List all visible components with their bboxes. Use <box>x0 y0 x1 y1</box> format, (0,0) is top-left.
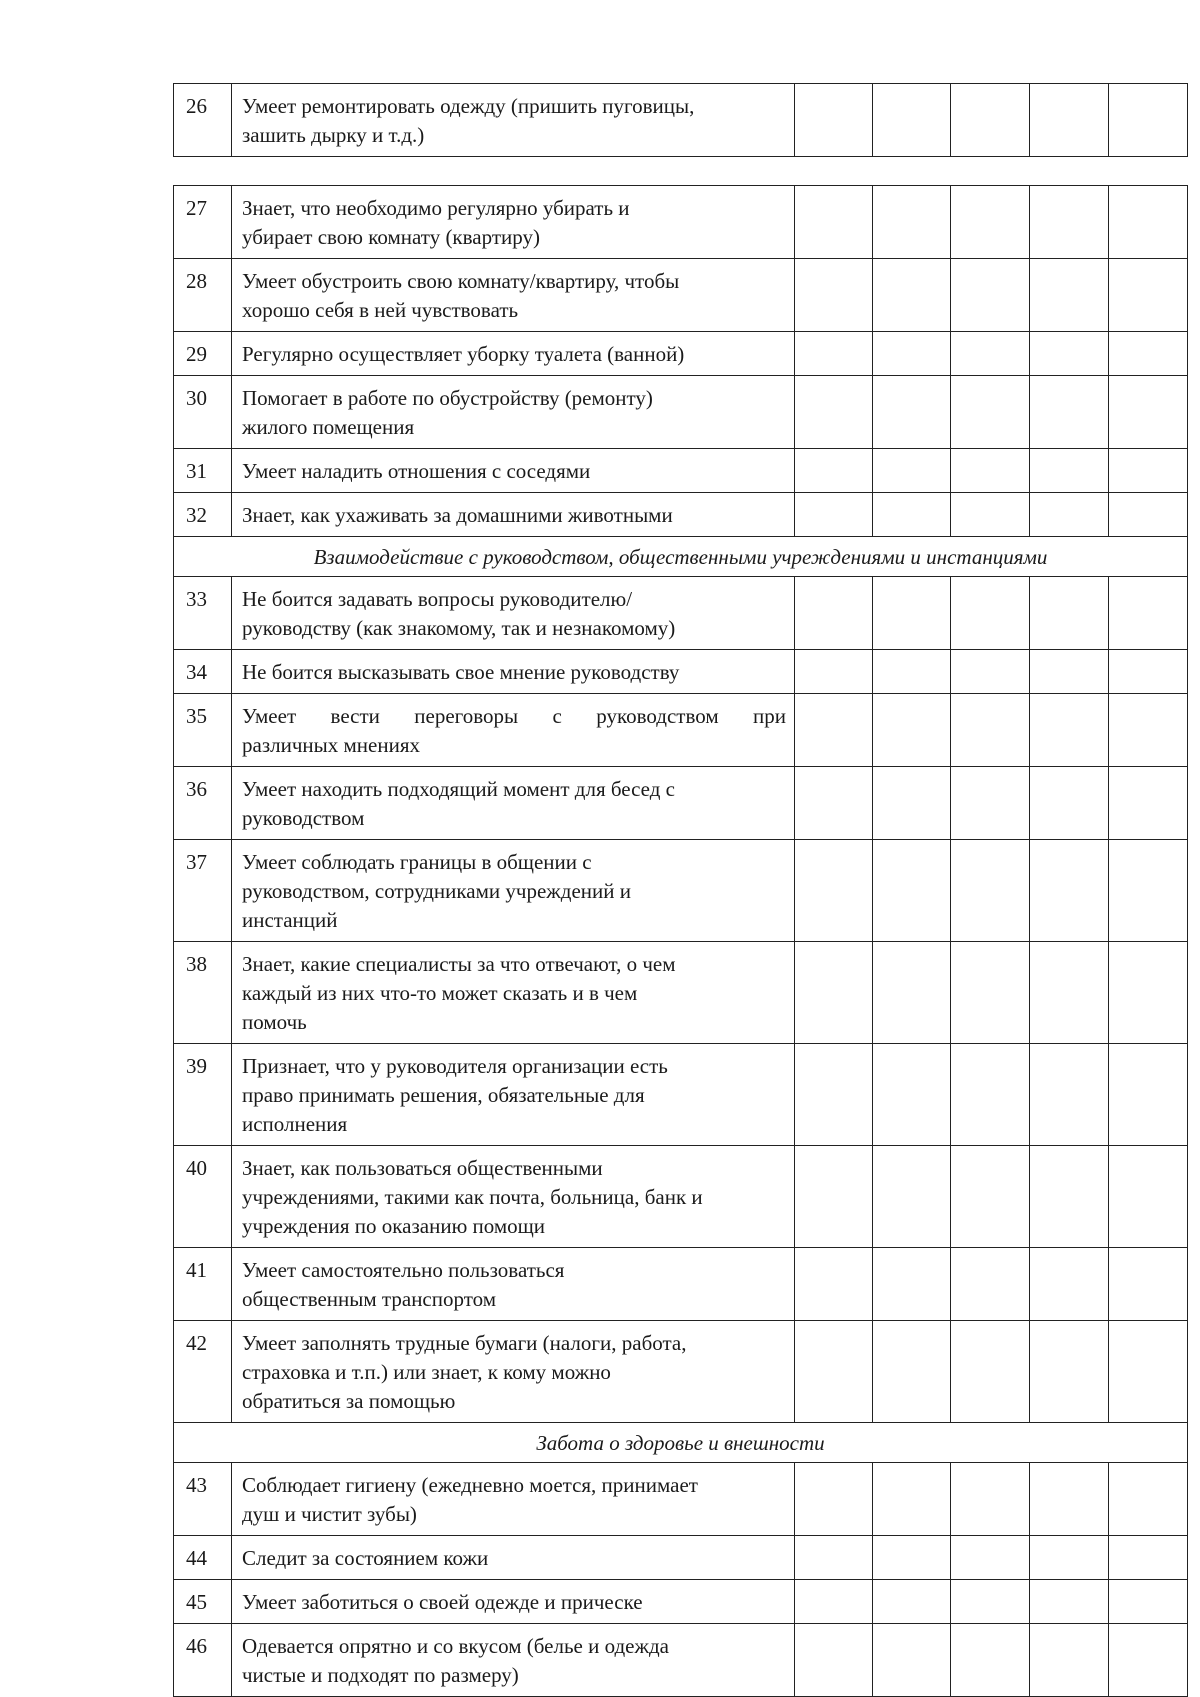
item-description-line: различных мнениях <box>242 733 420 757</box>
rating-cell-3[interactable] <box>951 1321 1030 1423</box>
rating-cell-3[interactable] <box>951 1248 1030 1321</box>
table-row <box>174 1463 1188 1536</box>
table-row <box>174 1248 1188 1321</box>
rating-cell-1[interactable] <box>795 1624 873 1697</box>
rating-cell-3[interactable] <box>951 650 1030 694</box>
item-description-line: душ и чистит зубы) <box>242 1502 417 1526</box>
rating-cell-2[interactable] <box>873 84 951 157</box>
rating-cell-2[interactable] <box>873 1248 951 1321</box>
rating-cell-5[interactable] <box>1109 1624 1188 1697</box>
table-main-body <box>174 186 1188 1697</box>
item-description <box>232 694 795 767</box>
item-description-line: Не боится высказывать свое мнение руководству <box>242 660 680 684</box>
rating-cell-3[interactable] <box>951 332 1030 376</box>
item-description-line: убирает свою комнату (квартиру) <box>242 225 540 249</box>
item-number: 30 <box>174 376 232 449</box>
rating-cell-2[interactable] <box>873 942 951 1044</box>
rating-cell-4[interactable] <box>1030 186 1109 259</box>
rating-cell-1[interactable] <box>795 1321 873 1423</box>
rating-cell-3[interactable] <box>951 1624 1030 1697</box>
item-description <box>232 1536 795 1580</box>
rating-cell-5[interactable] <box>1109 376 1188 449</box>
item-description-line: Умеет обустроить свою комнату/квартиру, чтобы <box>242 269 680 293</box>
rating-cell-1[interactable] <box>795 1248 873 1321</box>
rating-cell-4[interactable] <box>1030 376 1109 449</box>
rating-cell-2[interactable] <box>873 577 951 650</box>
item-description-line: страховка и т.п.) или знает, к кому можно <box>242 1360 611 1384</box>
rating-cell-1[interactable] <box>795 449 873 493</box>
rating-cell-1[interactable] <box>795 1146 873 1248</box>
item-number: 26 <box>174 84 232 157</box>
rating-cell-2[interactable] <box>873 650 951 694</box>
rating-cell-3[interactable] <box>951 840 1030 942</box>
item-description-line: Умеет заботиться о своей одежде и прическе <box>242 1590 643 1614</box>
rating-cell-2[interactable] <box>873 1146 951 1248</box>
rating-cell-3[interactable] <box>951 1536 1030 1580</box>
item-description-line: инстанций <box>242 908 338 932</box>
rating-cell-1[interactable] <box>795 1580 873 1624</box>
item-description <box>232 1146 795 1248</box>
questionnaire-table <box>173 185 1188 1697</box>
rating-cell-5[interactable] <box>1109 1463 1188 1536</box>
rating-cell-4[interactable] <box>1030 1536 1109 1580</box>
rating-cell-5[interactable] <box>1109 840 1188 942</box>
table-row <box>174 186 1188 259</box>
item-description-line: учреждениями, такими как почта, больница, банк и <box>242 1185 703 1209</box>
rating-cell-2[interactable] <box>873 1044 951 1146</box>
rating-cell-2[interactable] <box>873 1624 951 1697</box>
item-number: 37 <box>174 840 232 942</box>
item-description-line: руководством <box>242 806 365 830</box>
rating-cell-4[interactable] <box>1030 1321 1109 1423</box>
item-description-line: исполнения <box>242 1112 348 1136</box>
rating-cell-2[interactable] <box>873 332 951 376</box>
item-description <box>232 1044 795 1146</box>
rating-cell-4[interactable] <box>1030 840 1109 942</box>
rating-cell-4[interactable] <box>1030 84 1109 157</box>
table-row <box>174 1321 1188 1423</box>
rating-cell-4[interactable] <box>1030 1624 1109 1697</box>
item-description-line: общественным транспортом <box>242 1287 496 1311</box>
table-row <box>174 84 1188 157</box>
table-row <box>174 1044 1188 1146</box>
rating-cell-4[interactable] <box>1030 577 1109 650</box>
item-description-line: Умеет находить подходящий момент для бесед с <box>242 777 675 801</box>
rating-cell-5[interactable] <box>1109 493 1188 537</box>
rating-cell-2[interactable] <box>873 449 951 493</box>
rating-cell-3[interactable] <box>951 84 1030 157</box>
item-number: 46 <box>174 1624 232 1697</box>
item-description-line: Знает, как пользоваться общественными <box>242 1156 603 1180</box>
item-description <box>232 767 795 840</box>
table-row <box>174 376 1188 449</box>
rating-cell-3[interactable] <box>951 186 1030 259</box>
item-description-line: руководством, сотрудниками учреждений и <box>242 879 631 903</box>
item-description-line: зашить дырку и т.д.) <box>242 123 425 147</box>
rating-cell-3[interactable] <box>951 694 1030 767</box>
item-description-line: учреждения по оказанию помощи <box>242 1214 546 1238</box>
table-top-body <box>174 84 1188 157</box>
rating-cell-5[interactable] <box>1109 577 1188 650</box>
rating-cell-5[interactable] <box>1109 1044 1188 1146</box>
table-row <box>174 1536 1188 1580</box>
rating-cell-5[interactable] <box>1109 694 1188 767</box>
item-description-line: Умеет самостоятельно пользоваться <box>242 1258 565 1282</box>
item-description <box>232 493 795 537</box>
table-row <box>174 1146 1188 1248</box>
rating-cell-3[interactable] <box>951 1044 1030 1146</box>
rating-cell-1[interactable] <box>795 577 873 650</box>
rating-cell-4[interactable] <box>1030 942 1109 1044</box>
rating-cell-3[interactable] <box>951 449 1030 493</box>
item-description-line: жилого помещения <box>242 415 415 439</box>
rating-cell-4[interactable] <box>1030 1146 1109 1248</box>
table-row <box>174 767 1188 840</box>
item-description-line: обратиться за помощью <box>242 1389 456 1413</box>
item-description <box>232 449 795 493</box>
item-description <box>232 1580 795 1624</box>
item-number: 38 <box>174 942 232 1044</box>
item-description-line: руководству (как знакомому, так и незнакомому) <box>242 616 676 640</box>
rating-cell-5[interactable] <box>1109 186 1188 259</box>
rating-cell-5[interactable] <box>1109 332 1188 376</box>
table-row <box>174 493 1188 537</box>
rating-cell-2[interactable] <box>873 259 951 332</box>
item-description-line: Знает, какие специалисты за что отвечают, о чем <box>242 952 676 976</box>
item-description <box>232 332 795 376</box>
rating-cell-2[interactable] <box>873 186 951 259</box>
rating-cell-4[interactable] <box>1030 332 1109 376</box>
item-description <box>232 1248 795 1321</box>
item-description-line: Знает, как ухаживать за домашними животными <box>242 503 673 527</box>
item-number: 40 <box>174 1146 232 1248</box>
rating-cell-1[interactable] <box>795 942 873 1044</box>
item-number: 41 <box>174 1248 232 1321</box>
table-row <box>174 694 1188 767</box>
item-description <box>232 840 795 942</box>
item-description <box>232 186 795 259</box>
item-number: 28 <box>174 259 232 332</box>
table-row <box>174 332 1188 376</box>
item-description-line: Одевается опрятно и со вкусом (белье и одежда <box>242 1634 669 1658</box>
rating-cell-2[interactable] <box>873 840 951 942</box>
rating-cell-5[interactable] <box>1109 84 1188 157</box>
rating-cell-1[interactable] <box>795 376 873 449</box>
item-number: 39 <box>174 1044 232 1146</box>
rating-cell-3[interactable] <box>951 376 1030 449</box>
item-number: 33 <box>174 577 232 650</box>
rating-cell-5[interactable] <box>1109 1146 1188 1248</box>
table-row <box>174 650 1188 694</box>
rating-cell-1[interactable] <box>795 332 873 376</box>
item-description-line: Следит за состоянием кожи <box>242 1546 489 1570</box>
item-number: 27 <box>174 186 232 259</box>
rating-cell-3[interactable] <box>951 1146 1030 1248</box>
table-row <box>174 1624 1188 1697</box>
rating-cell-3[interactable] <box>951 493 1030 537</box>
rating-cell-4[interactable] <box>1030 1463 1109 1536</box>
rating-cell-1[interactable] <box>795 84 873 157</box>
table-row <box>174 259 1188 332</box>
rating-cell-4[interactable] <box>1030 493 1109 537</box>
section-header-row <box>174 537 1188 577</box>
rating-cell-5[interactable] <box>1109 1536 1188 1580</box>
item-number: 43 <box>174 1463 232 1536</box>
rating-cell-1[interactable] <box>795 259 873 332</box>
rating-cell-3[interactable] <box>951 1580 1030 1624</box>
item-description <box>232 650 795 694</box>
item-number: 42 <box>174 1321 232 1423</box>
item-number: 34 <box>174 650 232 694</box>
item-number: 36 <box>174 767 232 840</box>
rating-cell-2[interactable] <box>873 694 951 767</box>
rating-cell-4[interactable] <box>1030 259 1109 332</box>
rating-cell-5[interactable] <box>1109 259 1188 332</box>
item-description <box>232 577 795 650</box>
rating-cell-5[interactable] <box>1109 1580 1188 1624</box>
item-description-line: Не боится задавать вопросы руководителю/ <box>242 587 633 611</box>
item-description-line: каждый из них что-то может сказать и в чем <box>242 981 638 1005</box>
item-description-line: Умеет наладить отношения с соседями <box>242 459 591 483</box>
item-description-line: Умеет соблюдать границы в общении с <box>242 850 592 874</box>
item-description-line: помочь <box>242 1010 307 1034</box>
rating-cell-1[interactable] <box>795 1044 873 1146</box>
rating-cell-1[interactable] <box>795 186 873 259</box>
rating-cell-2[interactable] <box>873 1463 951 1536</box>
item-description <box>232 84 795 157</box>
rating-cell-3[interactable] <box>951 577 1030 650</box>
section-title: Забота о здоровье и внешности <box>174 1423 1188 1463</box>
item-description-line: Умеет вести переговоры с руководством при <box>242 704 786 728</box>
item-description <box>232 259 795 332</box>
rating-cell-2[interactable] <box>873 493 951 537</box>
rating-cell-1[interactable] <box>795 1463 873 1536</box>
item-description-line: Умеет ремонтировать одежду (пришить пуговицы, <box>242 94 695 118</box>
rating-cell-4[interactable] <box>1030 1580 1109 1624</box>
item-description-line: Регулярно осуществляет уборку туалета (ванной) <box>242 342 685 366</box>
rating-cell-3[interactable] <box>951 1463 1030 1536</box>
rating-cell-5[interactable] <box>1109 942 1188 1044</box>
table-row <box>174 840 1188 942</box>
rating-cell-5[interactable] <box>1109 1248 1188 1321</box>
item-description-line: Признает, что у руководителя организации есть <box>242 1054 668 1078</box>
item-description <box>232 1321 795 1423</box>
item-description-line: хорошо себя в ней чувствовать <box>242 298 519 322</box>
rating-cell-1[interactable] <box>795 840 873 942</box>
rating-cell-5[interactable] <box>1109 1321 1188 1423</box>
rating-cell-5[interactable] <box>1109 449 1188 493</box>
rating-cell-3[interactable] <box>951 767 1030 840</box>
rating-cell-4[interactable] <box>1030 694 1109 767</box>
table-row <box>174 449 1188 493</box>
rating-cell-5[interactable] <box>1109 650 1188 694</box>
item-number: 35 <box>174 694 232 767</box>
table-row <box>174 577 1188 650</box>
rating-cell-1[interactable] <box>795 650 873 694</box>
rating-cell-2[interactable] <box>873 767 951 840</box>
item-number: 45 <box>174 1580 232 1624</box>
rating-cell-4[interactable] <box>1030 449 1109 493</box>
item-description-line: Помогает в работе по обустройству (ремонту) <box>242 386 653 410</box>
rating-cell-3[interactable] <box>951 259 1030 332</box>
table-row <box>174 1580 1188 1624</box>
rating-cell-3[interactable] <box>951 942 1030 1044</box>
rating-cell-4[interactable] <box>1030 650 1109 694</box>
item-number: 31 <box>174 449 232 493</box>
table-row <box>174 942 1188 1044</box>
item-number: 32 <box>174 493 232 537</box>
item-description-line: чистые и подходят по размеру) <box>242 1663 519 1687</box>
rating-cell-4[interactable] <box>1030 1044 1109 1146</box>
rating-cell-5[interactable] <box>1109 767 1188 840</box>
rating-cell-2[interactable] <box>873 1321 951 1423</box>
item-description <box>232 942 795 1044</box>
questionnaire-table-continued <box>173 83 1188 157</box>
item-number: 29 <box>174 332 232 376</box>
section-header-row <box>174 1423 1188 1463</box>
section-title: Взаимодействие с руководством, общественными учреждениями и инстанциями <box>174 537 1188 577</box>
rating-cell-1[interactable] <box>795 1536 873 1580</box>
item-description <box>232 1624 795 1697</box>
item-description <box>232 1463 795 1536</box>
rating-cell-4[interactable] <box>1030 1248 1109 1321</box>
item-description-line: Умеет заполнять трудные бумаги (налоги, работа, <box>242 1331 687 1355</box>
rating-cell-2[interactable] <box>873 1580 951 1624</box>
rating-cell-2[interactable] <box>873 376 951 449</box>
rating-cell-2[interactable] <box>873 1536 951 1580</box>
rating-cell-1[interactable] <box>795 767 873 840</box>
item-description <box>232 376 795 449</box>
item-description-line: Соблюдает гигиену (ежедневно моется, принимает <box>242 1473 698 1497</box>
item-number: 44 <box>174 1536 232 1580</box>
rating-cell-4[interactable] <box>1030 767 1109 840</box>
rating-cell-1[interactable] <box>795 694 873 767</box>
rating-cell-1[interactable] <box>795 493 873 537</box>
item-description-line: Знает, что необходимо регулярно убирать и <box>242 196 630 220</box>
item-description-line: право принимать решения, обязательные для <box>242 1083 645 1107</box>
